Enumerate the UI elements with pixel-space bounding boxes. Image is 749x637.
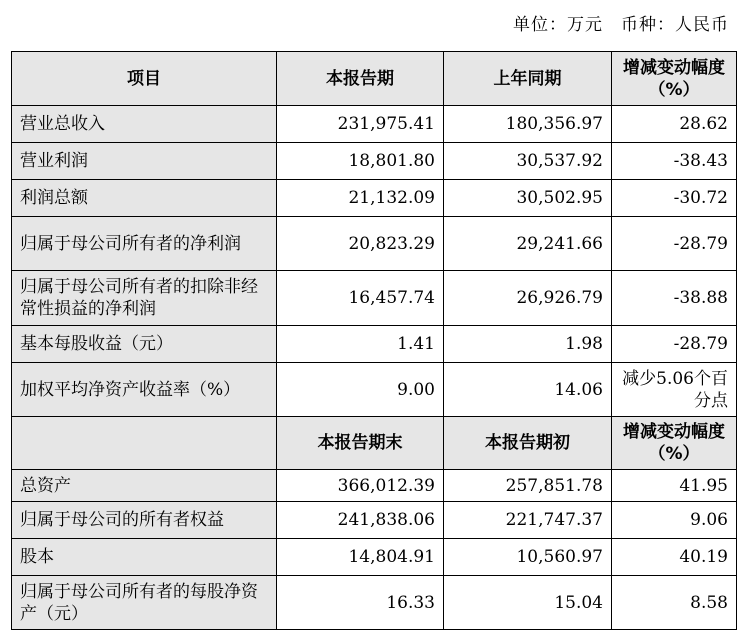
current-value: 231,975.41 <box>277 106 444 143</box>
prior-value: 29,241.66 <box>444 217 612 271</box>
prior-value: 14.06 <box>444 363 612 417</box>
change-value: -38.88 <box>612 271 737 326</box>
table-row <box>12 106 737 143</box>
table-row <box>12 180 737 217</box>
table-row <box>12 271 737 326</box>
prior-value: 30,502.95 <box>444 180 612 217</box>
table-row <box>12 576 737 630</box>
table-row <box>12 326 737 363</box>
current-value: 9.00 <box>277 363 444 417</box>
prior-value: 30,537.92 <box>444 143 612 180</box>
table-row <box>12 143 737 180</box>
row-label: 营业总收入 <box>12 106 277 143</box>
table-row <box>12 502 737 539</box>
table-row <box>12 363 737 417</box>
prior-value: 180,356.97 <box>444 106 612 143</box>
row-label: 总资产 <box>12 470 277 502</box>
row-label: 加权平均净资产收益率（%） <box>12 363 277 417</box>
change-value: 41.95 <box>612 470 737 502</box>
header-period-end: 本报告期末 <box>277 417 444 470</box>
begin-value: 10,560.97 <box>444 539 612 576</box>
header-current-period: 本报告期 <box>277 52 444 106</box>
table-row <box>12 539 737 576</box>
end-value: 14,804.91 <box>277 539 444 576</box>
change-value: -28.79 <box>612 326 737 363</box>
prior-value: 26,926.79 <box>444 271 612 326</box>
header-period-begin: 本报告期初 <box>444 417 612 470</box>
row-label: 营业利润 <box>12 143 277 180</box>
row-label: 归属于母公司的所有者权益 <box>12 502 277 539</box>
change-value: -30.72 <box>612 180 737 217</box>
unit-note: 单位：万元 币种：人民币 <box>513 15 729 35</box>
end-value: 16.33 <box>277 576 444 630</box>
row-label: 基本每股收益（元） <box>12 326 277 363</box>
header-change-pct: 增减变动幅度（%） <box>612 52 737 106</box>
change-value: 40.19 <box>612 539 737 576</box>
current-value: 21,132.09 <box>277 180 444 217</box>
begin-value: 257,851.78 <box>444 470 612 502</box>
change-value: -38.43 <box>612 143 737 180</box>
begin-value: 221,747.37 <box>444 502 612 539</box>
prior-value: 1.98 <box>444 326 612 363</box>
end-value: 241,838.06 <box>277 502 444 539</box>
change-value: -28.79 <box>612 217 737 271</box>
row-label: 股本 <box>12 539 277 576</box>
table-row <box>12 217 737 271</box>
row-label: 利润总额 <box>12 180 277 217</box>
header-change-pct-2: 增减变动幅度（%） <box>612 417 737 470</box>
row-label: 归属于母公司所有者的每股净资产（元） <box>12 576 277 630</box>
header-prior-period: 上年同期 <box>444 52 612 106</box>
current-value: 20,823.29 <box>277 217 444 271</box>
change-value: 8.58 <box>612 576 737 630</box>
row-label: 归属于母公司所有者的扣除非经常性损益的净利润 <box>12 271 277 326</box>
header-item: 项目 <box>12 52 277 106</box>
begin-value: 15.04 <box>444 576 612 630</box>
subheader-blank <box>12 417 277 470</box>
current-value: 1.41 <box>277 326 444 363</box>
financial-summary-table <box>11 51 737 630</box>
change-value: 28.62 <box>612 106 737 143</box>
table-row <box>12 470 737 502</box>
current-value: 16,457.74 <box>277 271 444 326</box>
change-value: 减少5.06个百分点 <box>612 363 737 417</box>
change-value: 9.06 <box>612 502 737 539</box>
current-value: 18,801.80 <box>277 143 444 180</box>
end-value: 366,012.39 <box>277 470 444 502</box>
table-subheader-row <box>12 417 737 470</box>
table-header-row <box>12 52 737 106</box>
row-label: 归属于母公司所有者的净利润 <box>12 217 277 271</box>
